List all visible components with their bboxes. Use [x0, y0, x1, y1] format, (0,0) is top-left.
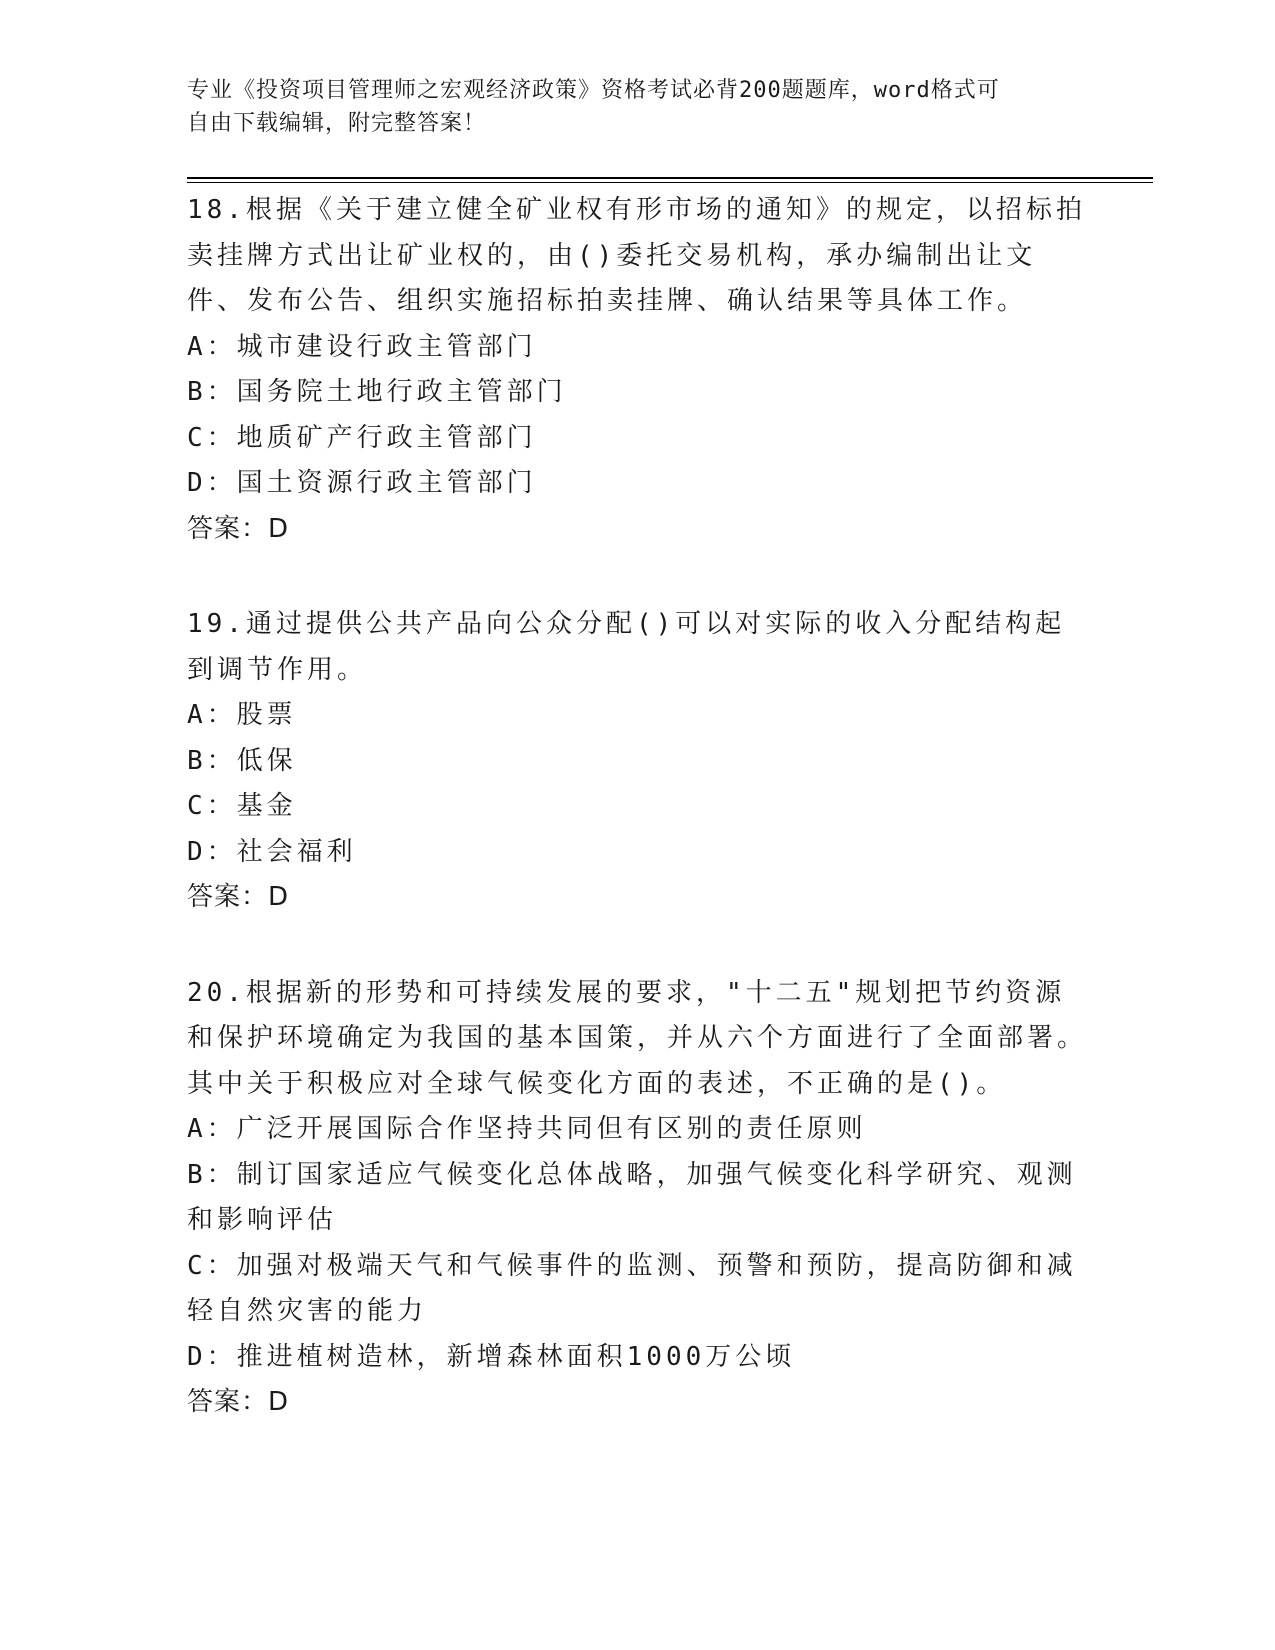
- answer-line: 答案：D: [187, 882, 290, 912]
- answer-line: 答案：D: [187, 1387, 290, 1417]
- header-line-1: 专业《投资项目管理师之宏观经济政策》资格考试必背200题题库，word格式可: [187, 78, 1000, 103]
- question-18: [187, 188, 1087, 552]
- option-a: A：广泛开展国际合作坚持共同但有区别的责任原则: [187, 1114, 867, 1144]
- question-20: [187, 971, 1087, 1426]
- document-header: [187, 74, 1067, 140]
- header-line-2: 自由下载编辑，附完整答案！: [187, 111, 487, 136]
- option-b: B：制订国家适应气候变化总体战略，加强气候变化科学研究、观测和影响评估: [187, 1159, 1077, 1235]
- answer-line: 答案：D: [187, 513, 290, 544]
- question-19: [187, 602, 1087, 921]
- option-a: A：股票: [187, 700, 297, 730]
- option-c: C：基金: [187, 791, 297, 821]
- question-list: [187, 188, 1087, 1476]
- question-text: 18.根据《关于建立健全矿业权有形市场的通知》的规定，以招标拍卖挂牌方式出让矿业权的，由()委托交易机构，承办编制出让文件、发布公告、组织实施招标拍卖挂牌、确认结果等具体工作。: [187, 195, 1086, 316]
- option-b: B：低保: [187, 745, 297, 776]
- option-d: D：推进植树造林，新增森林面积1000万公顷: [187, 1341, 796, 1372]
- header-divider-thin: [187, 182, 1153, 183]
- option-d: D：国土资源行政主管部门: [187, 468, 537, 498]
- question-text: 19.通过提供公共产品向公众分配()可以对实际的收入分配结构起到调节作用。: [187, 609, 1066, 685]
- option-a: A：城市建设行政主管部门: [187, 331, 537, 362]
- question-text: 20.根据新的形势和可持续发展的要求，"十二五"规划把节约资源和保护环境确定为我国的基本国策，并从六个方面进行了全面部署。其中关于积极应对全球气候变化方面的表述，不正确的是()。: [187, 977, 1088, 1099]
- option-b: B：国务院土地行政主管部门: [187, 377, 567, 407]
- option-d: D：社会福利: [187, 836, 357, 867]
- option-c: C：地质矿产行政主管部门: [187, 422, 537, 453]
- option-c: C：加强对极端天气和气候事件的监测、预警和预防，提高防御和减轻自然灾害的能力: [187, 1250, 1077, 1326]
- header-divider-thick: [187, 177, 1153, 179]
